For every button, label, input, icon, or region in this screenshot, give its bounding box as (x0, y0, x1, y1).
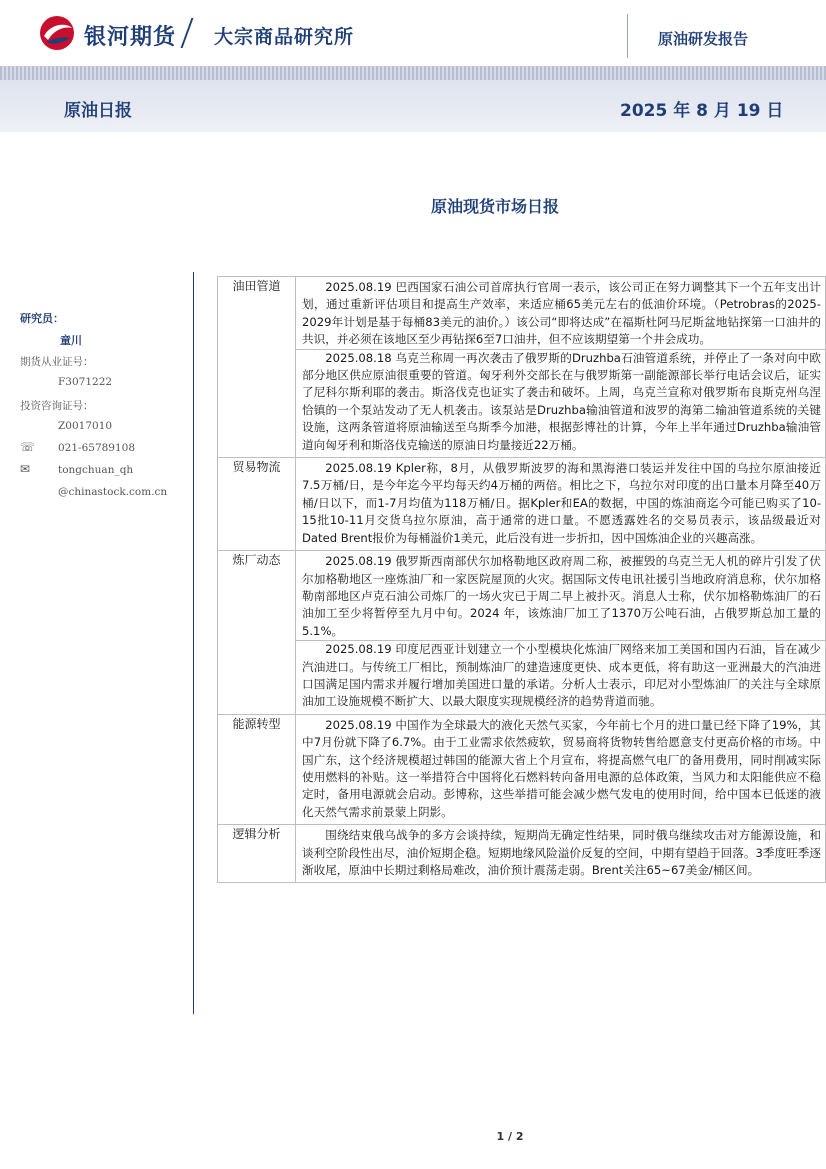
table-row (218, 714, 826, 824)
content-cell (296, 825, 826, 883)
category-cell: 逻辑分析 (218, 825, 296, 883)
header-stripe (0, 66, 826, 80)
header-divider (627, 14, 628, 58)
phone-icon: ☏ (20, 440, 36, 454)
logo-divider (181, 18, 194, 48)
category-cell: 能源转型 (218, 714, 296, 824)
table-row (218, 551, 826, 715)
table-row (218, 825, 826, 883)
institute-name: 大宗商品研究所 (214, 26, 355, 48)
content-cell (296, 458, 826, 551)
table-row (218, 277, 826, 458)
report-type: 原油研发报告 (658, 30, 749, 48)
invest-cert-label: 投资咨询证号： (20, 400, 94, 412)
news-paragraph: 2025.08.19 巴西国家石油公司首席执行官周一表示，该公司正在努力调整其下一个五年支出计划，通过重新评估项目和提高生产效率，来适应桶65美元左右的低油价环境。（Petrobras的2025-2029年计划是基于每桶83美元的油价。）该公司“即将达成”在福斯杜阿马尼斯盆地钻探第一口油井的共识，并必须在该地区至少再钻探6至7口油井，但不应该期望第一个井会成功。 (302, 280, 821, 347)
category-cell: 贸易物流 (218, 458, 296, 551)
email-domain[interactable]: @chinastock.com.cn (58, 486, 168, 498)
news-paragraph: 2025.08.19 Kpler称，8月，从俄罗斯波罗的海和黑海港口装运并发往中国的乌拉尔原油接近7.5万桶/日，是今年迄今平均每天约4万桶的两倍。相比之下，乌拉尔对印度的出口量本月降至40万桶/日以下，而1-7月均值为118万桶/日。据Kpler和EA的数据，中国的炼油商迄今可能已购买了10-15批10-11月交货乌拉尔原油，高于通常的进口量。不愿透露姓名的交易员表示，该品级最近对Dated Brent报价为每桶溢价1美元，此后没有进一步折扣，因中国炼油企业的兴趣高涨。 (302, 461, 821, 545)
news-paragraph: 围绕结束俄乌战争的多方会谈持续，短期尚无确定性结果，同时俄乌继续攻击对方能源设施，和谈利空阶段性出尽，油价短期企稳。短期地缘风险溢价反复的空间，中期有望趋于回落。3季度旺季逐渐收尾，原油中长期过剩格局难改，油价预计震荡走弱。Brent关注65~67美金/桶区间。 (302, 828, 821, 877)
news-paragraph: 2025.08.19 中国作为全球最大的液化天然气买家，今年前七个月的进口量已经下降了19%，其中7月份就下降了6.7%。由于工业需求依然疲软，贸易商将货物转售给愿意支付更高价格的市场。中国广东，这个经济规模超过韩国的能源大省上个月宣布，将提高燃气电厂的备用费用，同时削减实际使用燃料的补贴。这一举措符合中国将化石燃料转向备用电源的总体政策，当风力和太阳能供应不稳定时，备用电源就会启动。彭博称，这些举措可能会减少燃气发电的使用时间，给中国本已低迷的液化天然气需求前景蒙上阴影。 (302, 717, 821, 819)
sidebar-divider (193, 272, 194, 1014)
category-cell: 油田管道 (218, 277, 296, 458)
content-cell (296, 551, 826, 715)
invest-cert: Z0017010 (58, 420, 113, 432)
news-paragraph: 2025.08.18 乌克兰称周一再次袭击了俄罗斯的Druzhba石油管道系统，并停止了一条对向中欧部分地区供应原油很重要的管道。匈牙利外交部长在与俄罗斯第一副能源部长举行电话会议后，证实了尼科尔斯利耶的袭击。斯洛伐克也证实了袭击和破坏。上周，乌克兰宣称对俄罗斯布良斯克州乌涅恰镇的一个泵站发动了无人机袭击。该泵站是Druzhba输油管道和波罗的海第二输油管道系统的关键设施，这两条管道将原油输送至乌斯季今加港，根据彭博社的计算，今年上半年通过Druzhba输油管道向匈牙利和斯洛伐克输送的原油日均量接近22万桶。 (296, 349, 825, 454)
table-row (218, 458, 826, 551)
report-title: 原油日报 (64, 101, 132, 121)
document-title: 原油现货市场日报 (430, 197, 559, 216)
galaxy-logo-icon (36, 14, 78, 52)
header (0, 0, 826, 66)
brand-name: 银河期货 (84, 25, 177, 50)
content-cell (296, 277, 826, 458)
content-cell (296, 714, 826, 824)
email-user[interactable]: tongchuan_qh (58, 464, 134, 476)
category-cell: 炼厂动态 (218, 551, 296, 715)
news-paragraph: 2025.08.19 俄罗斯西南部伏尔加格勒地区政府周二称，被摧毁的乌克兰无人机的碎片引发了伏尔加格勒地区一座炼油厂和一家医院屋顶的火灾。据国际文传电讯社援引当地政府消息称，伏尔加格勒南部地区卢克石油公司炼厂的一场火灾已于周二早上被扑灭。消息人士称，伏尔加格勒炼油厂的石油加工至少将暂停至九月中旬。2024 年，该炼油厂加工了1370万公吨石油，占俄罗斯总加工量的5.1%。 (302, 554, 821, 638)
futures-cert: F3071222 (58, 376, 113, 388)
page-number: 1 / 2 (496, 1130, 524, 1143)
report-date: 2025 年 8 月 19 日 (620, 101, 784, 121)
researcher-name: 童川 (60, 334, 82, 347)
news-paragraph: 2025.08.19 印度尼西亚计划建立一个小型模块化炼油厂网络来加工美国和国内石油，旨在减少汽油进口。与传统工厂相比，预制炼油厂的建造速度更快、成本更低，将有助这一亚洲最大的汽油进口国满足国内需求并履行增加美国进口量的承诺。分析人士表示，印尼对小型炼油厂的关注与全球原油加工设施规模不断扩大、以最大限度实现规模经济的趋势背道而驰。 (296, 640, 825, 711)
email-icon: ✉ (20, 462, 31, 476)
news-table (217, 276, 826, 883)
researcher-label: 研究员： (20, 312, 64, 325)
phone-number: 021-65789108 (58, 442, 136, 454)
futures-cert-label: 期货从业证号： (20, 356, 94, 368)
